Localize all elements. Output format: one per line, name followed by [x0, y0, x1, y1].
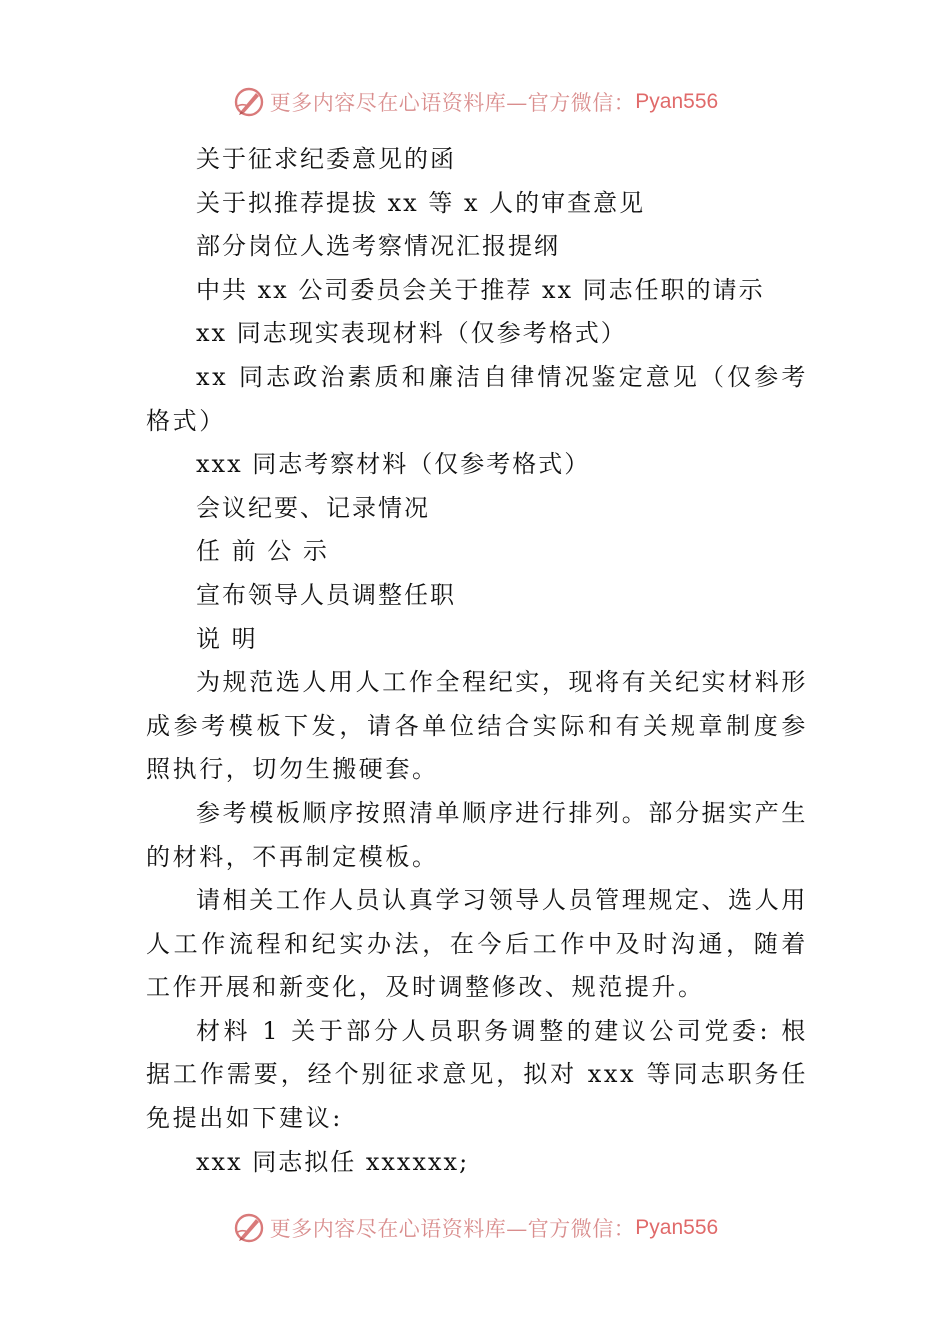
list-item: 部分岗位人选考察情况汇报提纲	[196, 232, 560, 261]
explanation-heading: 说 明	[196, 624, 258, 653]
list-item: 中共 xx 公司委员会关于推荐 xx 同志任职的请示	[196, 275, 765, 304]
pen-logo-icon	[232, 1211, 266, 1245]
paragraph: 参考模板顺序按照清单顺序进行排列。部分据实产生的材料，不再制定模板。	[146, 798, 808, 871]
watermark-wechat-id: Pyan556	[635, 90, 719, 113]
list-item-last: xxx 同志拟任 xxxxxx;	[196, 1147, 470, 1176]
watermark-text: 更多内容尽在心语资料库—官方微信：	[269, 1217, 636, 1241]
watermark-banner-bottom	[0, 1208, 950, 1248]
document-body	[146, 138, 808, 1184]
paragraph: 材料 1 关于部分人员职务调整的建议公司党委: 根据工作需要，经个别征求意见，拟对 xxx 等同志职务任免提出如下建议:	[146, 1016, 808, 1133]
watermark-banner-top	[0, 82, 950, 122]
pen-logo-icon	[232, 85, 266, 119]
watermark-text: 更多内容尽在心语资料库—官方微信：	[269, 91, 636, 115]
list-item: 会议纪要、记录情况	[196, 493, 430, 522]
list-item: 关于拟推荐提拔 xx 等 x 人的审查意见	[196, 188, 646, 217]
list-item: xx 同志现实表现材料（仅参考格式）	[196, 319, 627, 348]
watermark-wechat-id: Pyan556	[635, 1216, 719, 1239]
list-item: 关于征求纪委意见的函	[196, 145, 456, 173]
list-item-political: xx 同志政治素质和廉洁自律情况鉴定意见（仅参考格式）	[146, 362, 808, 435]
list-item-announce: 任 前 公 示	[196, 537, 329, 566]
paragraph: 为规范选人用人工作全程纪实，现将有关纪实材料形成参考模板下发，请各单位结合实际和有关规章制度参照执行，切勿生搬硬套。	[146, 668, 808, 784]
list-item: xxx 同志考察材料（仅参考格式）	[196, 450, 591, 479]
paragraph: 请相关工作人员认真学习领导人员管理规定、选人用人工作流程和纪实办法，在今后工作中及时沟通，随着工作开展和新变化，及时调整修改、规范提升。	[146, 886, 808, 1002]
list-item: 宣布领导人员调整任职	[196, 580, 456, 609]
